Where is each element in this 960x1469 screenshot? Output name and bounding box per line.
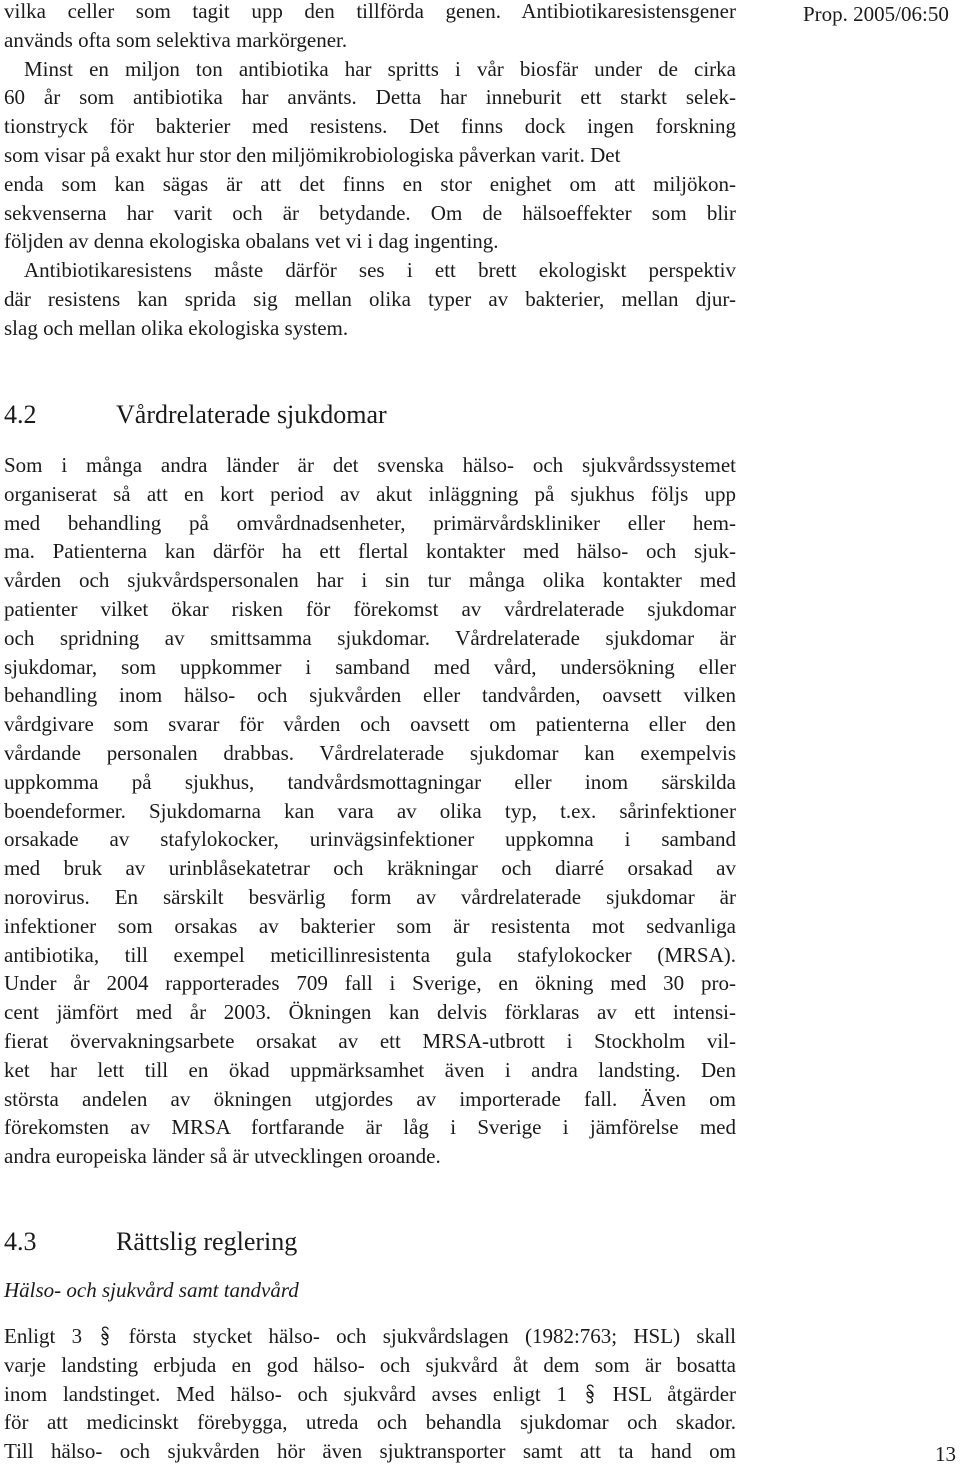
- text-fragment: Det: [590, 142, 621, 167]
- text-line: vårdgivare som svarar för vården och oavsett om patienterna eller den: [4, 712, 736, 737]
- text-line: orsakade av stafylokocker, urinvägsinfektioner uppkomna i samband: [4, 827, 736, 852]
- text-line: Som i många andra länder är det svenska hälso- och sjukvårdssystemet: [4, 453, 736, 477]
- text-line: där resistens kan sprida sig mellan olika typer av bakterier, mellan djur-: [4, 286, 736, 311]
- subheading: Hälso- och sjukvård samt tandvård: [4, 1278, 299, 1302]
- text-fragment: inom landstinget. Med hälso- och sjukvård avses enligt 1: [4, 1381, 567, 1406]
- text-line: vilka celler som tagit upp den tillförda genen. Antibiotikaresistensgener: [4, 0, 736, 23]
- text-line: 60 år som antibiotika har använts. Detta har inneburit ett starkt selek-: [4, 85, 736, 110]
- text-line: förekomsten av MRSA fortfarande är låg i Sverige i jämförelse med: [4, 1115, 736, 1140]
- text-line: [4, 1322, 736, 1351]
- text-line: med behandling på omvårdnadsenheter, primärvårdskliniker eller hem-: [4, 510, 736, 535]
- text-line: cent jämfört med år 2003. Ökningen kan delvis förklaras av ett intensi-: [4, 1000, 736, 1025]
- section-number: 4.3: [4, 1227, 37, 1256]
- text-line: enda som kan sägas är att det finns en stor enighet om att miljökon-: [4, 171, 736, 196]
- text-line: [4, 141, 736, 170]
- text-line: uppkomma på sjukhus, tandvårdsmottagningar eller inom särskilda: [4, 769, 736, 794]
- text-line: varje landsting erbjuda en god hälso- och sjukvård åt dem som är bosatta: [4, 1352, 736, 1377]
- text-fragment: Enligt 3: [4, 1324, 83, 1348]
- text-line: tionstryck för bakterier med resistens. Det finns dock ingen forskning: [4, 114, 736, 139]
- page-number: 13: [935, 1442, 956, 1466]
- text-line: vårdande personalen drabbas. Vårdrelaterade sjukdomar kan exempelvis: [4, 740, 736, 765]
- text-line: behandling inom hälso- och sjukvården eller tandvården, oavsett vilken: [4, 683, 736, 708]
- text-line: antibiotika, till exempel meticillinresistenta gula stafylokocker (MRSA).: [4, 942, 736, 967]
- text-line: andra europeiska länder så är utvecklingen oroande.: [4, 1144, 441, 1169]
- section-sign-icon: [98, 1325, 112, 1347]
- section-4-2-body: [4, 451, 736, 1171]
- margin-reference: Prop. 2005/06:50: [803, 2, 949, 26]
- text-line: ma. Patienterna kan därför ha ett flertal kontakter med hälso- och sjuk-: [4, 539, 736, 564]
- text-line: Till hälso- och sjukvården hör även sjuktransporter samt att ta hand om: [4, 1439, 736, 1464]
- section-heading-4-2: [4, 398, 387, 432]
- text-line: största andelen av ökningen utgjordes av importerade fall. Även om: [4, 1086, 736, 1111]
- section-4-3-body: [4, 1322, 736, 1466]
- text-fragment: som visar på exakt hur stor den miljömikrobiologiska påverkan varit.: [4, 142, 585, 167]
- text-line: Under år 2004 rapporterades 709 fall i Sverige, en ökning med 30 pro-: [4, 971, 736, 996]
- text-line: ket har lett till en ökad uppmärksamhet även i andra landsting. Den: [4, 1057, 736, 1082]
- text-line: slag och mellan olika ekologiska system.: [4, 315, 349, 340]
- text-line: norovirus. En särskilt besvärlig form av vårdrelaterade sjukdomar är: [4, 884, 736, 909]
- text-fragment: första stycket hälso- och sjukvårdslagen (1982:763; HSL) skall: [128, 1324, 736, 1348]
- text-line: för att medicinskt förebygga, utreda och behandla sjukdomar och skador.: [4, 1410, 736, 1435]
- text-line: Antibiotikaresistens måste därför ses i ett brett ekologiskt perspektiv: [24, 258, 736, 283]
- text-line: [4, 1380, 736, 1409]
- text-line: boendeformer. Sjukdomarna kan vara av olika typ, t.ex. sårinfektioner: [4, 798, 736, 823]
- text-line: Minst en miljon ton antibiotika har spritts i vår biosfär under de cirka: [24, 56, 736, 81]
- text-line: patienter vilket ökar risken för förekomst av vårdrelaterade sjukdomar: [4, 596, 736, 621]
- intro-block: [4, 0, 736, 343]
- text-line: vården och sjukvårdspersonalen har i sin tur många olika kontakter med: [4, 568, 736, 593]
- text-fragment: HSL åtgärder: [612, 1381, 737, 1406]
- text-line: infektioner som orsakas av bakterier som är resistenta mot sedvanliga: [4, 913, 736, 938]
- text-line: organiserat så att en kort period av akut inläggning på sjukhus följs upp: [4, 481, 736, 506]
- text-line: sjukdomar, som uppkommer i samband med vård, undersökning eller: [4, 654, 736, 679]
- section-title: Vårdrelaterade sjukdomar: [116, 400, 387, 429]
- text-line: med bruk av urinblåsekatetrar och kräkningar och diarré orsakad av: [4, 856, 736, 881]
- section-number: 4.2: [4, 400, 37, 429]
- text-line: används ofta som selektiva markörgener.: [4, 27, 348, 52]
- section-title: Rättslig reglering: [116, 1227, 298, 1256]
- section-heading-4-3: [4, 1225, 297, 1259]
- text-line: och spridning av smittsamma sjukdomar. Vårdrelaterade sjukdomar är: [4, 625, 736, 650]
- text-line: fierat övervakningsarbete orsakat av ett MRSA-utbrott i Stockholm vil-: [4, 1028, 736, 1053]
- text-line: följden av denna ekologiska obalans vet vi i dag ingenting.: [4, 229, 499, 254]
- text-line: sekvenserna har varit och är betydande. Om de hälsoeffekter som blir: [4, 200, 736, 225]
- section-sign-icon: [583, 1383, 597, 1405]
